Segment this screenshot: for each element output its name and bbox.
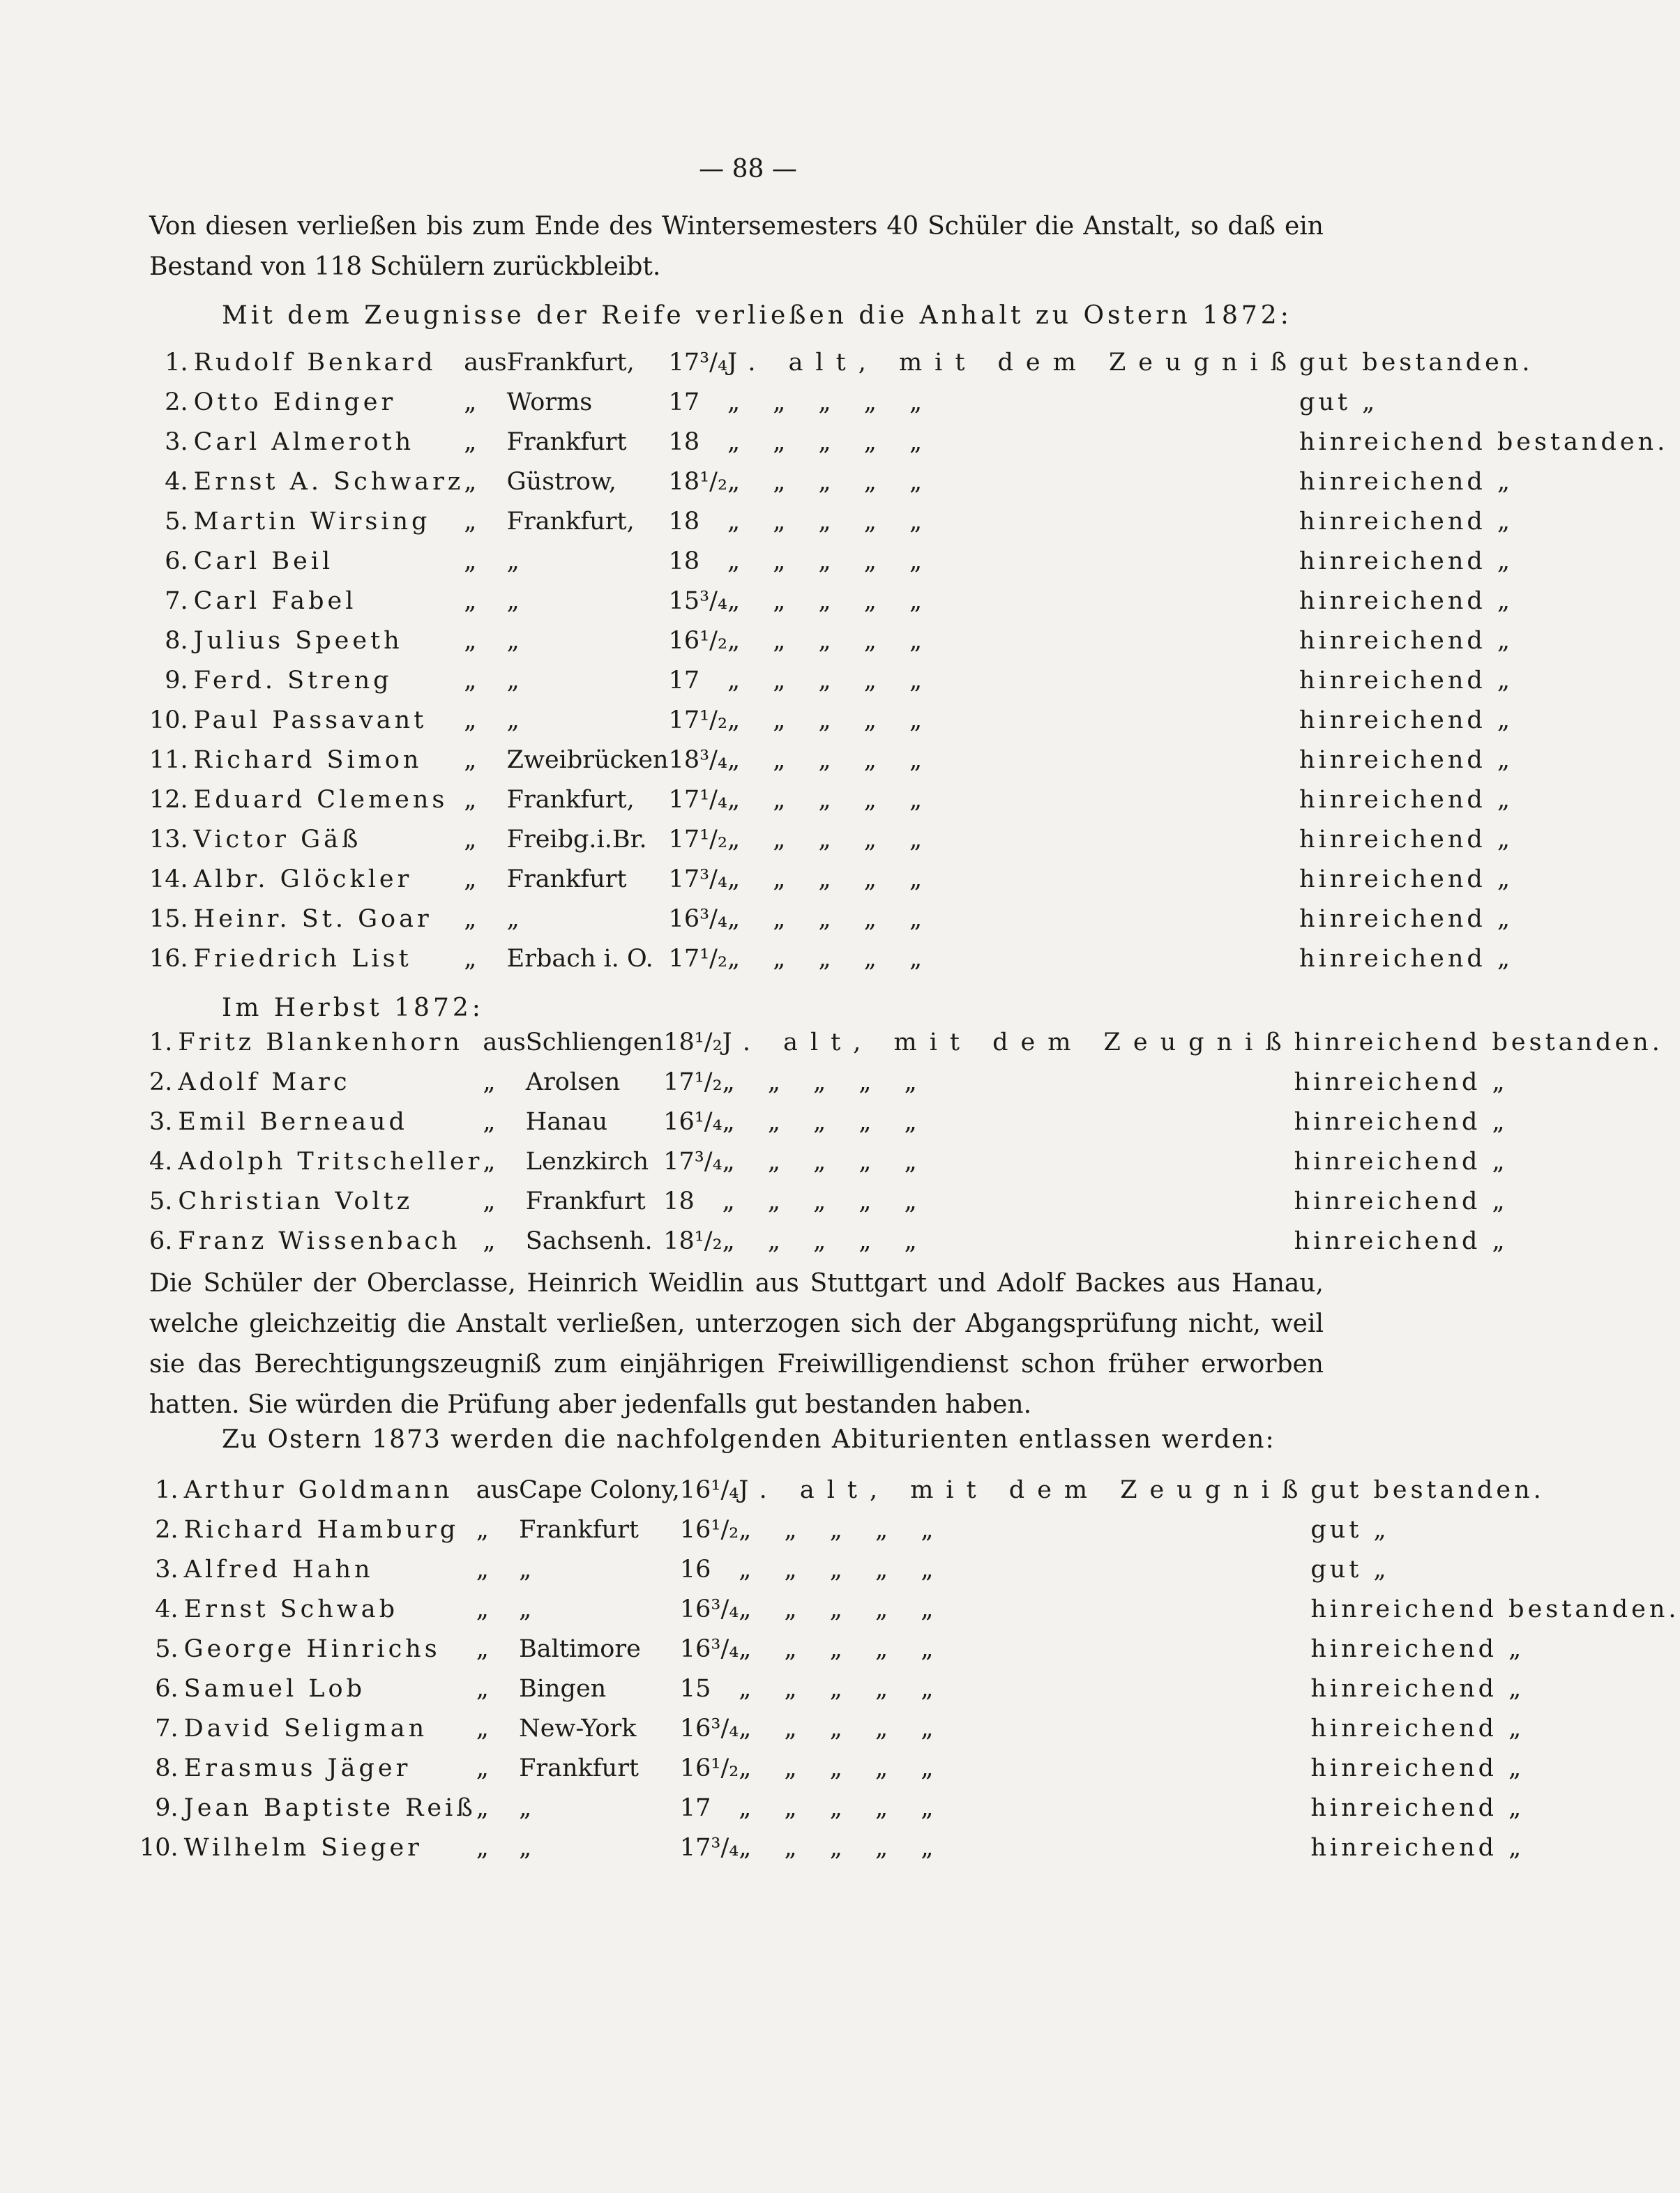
grade-result: hinreichend „ <box>1310 1714 1525 1743</box>
origin-connector: aus <box>464 348 507 377</box>
row-number: 16. <box>149 944 188 973</box>
age-certificate-text: „ „ „ „ „ <box>727 865 935 893</box>
age-certificate-text: „ „ „ „ „ <box>739 1714 946 1743</box>
student-name: Erasmus Jäger <box>183 1754 411 1782</box>
row-number: 3. <box>165 427 188 456</box>
age-certificate-text: „ „ „ „ „ <box>727 706 935 734</box>
row-number: 3. <box>149 1107 173 1136</box>
grade-result: hinreichend „ <box>1299 825 1514 853</box>
roster-row <box>149 740 1668 780</box>
origin-connector: „ <box>464 626 477 655</box>
origin-place: Frankfurt, <box>506 507 635 536</box>
grade-result: hinreichend „ <box>1299 944 1514 973</box>
roster-row <box>149 1102 1663 1141</box>
age-certificate-text: „ „ „ „ „ <box>727 745 935 774</box>
age-certificate-text: „ „ „ „ „ <box>739 1833 946 1862</box>
student-age: 16³/₄ <box>679 1634 739 1663</box>
age-certificate-text: „ „ „ „ „ <box>722 1068 930 1096</box>
row-number: 5. <box>149 1187 173 1215</box>
age-certificate-text: „ „ „ „ „ <box>722 1147 930 1176</box>
student-name: Ferd. Streng <box>193 666 393 695</box>
row-number: 11. <box>149 745 188 774</box>
student-name: Friedrich List <box>193 944 412 973</box>
student-age: 17³/₄ <box>663 1147 722 1176</box>
student-name: Arthur Goldmann <box>183 1475 453 1504</box>
student-age: 16¹/₂ <box>679 1515 739 1544</box>
origin-place: Hanau <box>525 1107 608 1136</box>
origin-connector: „ <box>464 944 477 973</box>
student-age: 18 <box>668 507 700 536</box>
grade-result: hinreichend „ <box>1294 1107 1508 1136</box>
student-name: George Hinrichs <box>183 1634 441 1663</box>
roster-row <box>149 382 1668 422</box>
student-age: 17 <box>668 666 700 695</box>
roster-row <box>139 1470 1680 1510</box>
section-heading-easter-1873: Zu Ostern 1873 werden die nachfolgenden Abiturienten entlassen werden: <box>222 1425 1276 1454</box>
origin-place: Güstrow, <box>506 467 616 496</box>
roster-row <box>139 1828 1680 1867</box>
age-certificate-text: „ „ „ „ „ <box>739 1793 946 1822</box>
age-certificate-text: „ „ „ „ „ <box>727 388 935 416</box>
row-number: 2. <box>165 388 188 416</box>
row-number: 4. <box>149 1147 173 1176</box>
grade-result: hinreichend „ <box>1294 1147 1508 1176</box>
student-age: 17 <box>679 1793 711 1822</box>
student-age: 17¹/₂ <box>668 825 727 853</box>
roster-row <box>149 1221 1663 1261</box>
age-certificate-text: „ „ „ „ „ <box>727 666 935 695</box>
roster-easter-1872 <box>149 342 1668 978</box>
student-name: Samuel Lob <box>183 1674 365 1703</box>
origin-place: Frankfurt, <box>506 348 635 377</box>
age-certificate-text: „ „ „ „ „ <box>727 785 935 814</box>
roster-row <box>149 939 1668 978</box>
age-certificate-text: „ „ „ „ „ <box>722 1187 930 1215</box>
student-name: Wilhelm Sieger <box>183 1833 423 1862</box>
student-age: 17¹/₄ <box>668 785 727 814</box>
origin-connector: „ <box>476 1833 489 1862</box>
origin-place: New-York <box>519 1714 637 1743</box>
origin-place: Baltimore <box>519 1634 641 1663</box>
origin-connector: „ <box>464 467 477 496</box>
row-number: 4. <box>165 467 188 496</box>
origin-connector: „ <box>483 1147 496 1176</box>
student-name: Ernst A. Schwarz <box>193 467 464 496</box>
row-number: 9. <box>155 1793 179 1822</box>
row-number: 9. <box>165 666 188 695</box>
origin-place: Zweibrücken <box>506 745 669 774</box>
origin-place: Erbach i. O. <box>506 944 653 973</box>
age-certificate-text: J. alt, mit dem Zeugniß <box>722 1028 1294 1056</box>
grade-result: hinreichend bestanden. <box>1299 427 1669 456</box>
row-number: 15. <box>149 904 188 933</box>
roster-row <box>149 501 1668 541</box>
student-age: 15 <box>679 1674 711 1703</box>
roster-row <box>149 342 1668 382</box>
origin-place: Frankfurt, <box>506 785 635 814</box>
origin-place: Bingen <box>519 1674 607 1703</box>
origin-place: „ <box>519 1833 532 1862</box>
age-certificate-text: „ „ „ „ „ <box>739 1754 946 1782</box>
roster-row <box>149 1141 1663 1181</box>
origin-connector: „ <box>483 1227 496 1255</box>
origin-place: „ <box>506 666 520 695</box>
origin-connector: „ <box>464 586 477 615</box>
row-number: 8. <box>165 626 188 655</box>
grade-result: hinreichend „ <box>1310 1754 1525 1782</box>
grade-result: hinreichend bestanden. <box>1294 1028 1663 1056</box>
grade-result: hinreichend „ <box>1299 706 1514 734</box>
grade-result: hinreichend „ <box>1299 626 1514 655</box>
roster-row <box>149 581 1668 621</box>
grade-result: hinreichend „ <box>1299 507 1514 536</box>
student-age: 17³/₄ <box>679 1833 739 1862</box>
origin-place: Frankfurt <box>525 1187 646 1215</box>
student-age: 18³/₄ <box>668 745 727 774</box>
student-age: 17³/₄ <box>668 865 727 893</box>
origin-connector: aus <box>476 1475 520 1504</box>
origin-place: Schliengen <box>525 1028 664 1056</box>
student-name: Victor Gäß <box>193 825 362 853</box>
student-name: Adolph Tritscheller <box>178 1147 483 1176</box>
section-heading-autumn-1872: Im Herbst 1872: <box>222 994 484 1022</box>
origin-place: „ <box>519 1793 532 1822</box>
grade-result: hinreichend „ <box>1299 745 1514 774</box>
origin-connector: „ <box>464 825 477 853</box>
grade-result: hinreichend „ <box>1310 1833 1525 1862</box>
age-certificate-text: J. alt, mit dem Zeugniß <box>739 1475 1311 1504</box>
origin-place: Frankfurt <box>519 1515 640 1544</box>
age-certificate-text: „ „ „ „ „ <box>739 1595 946 1623</box>
origin-place: Sachsenh. <box>525 1227 653 1255</box>
age-certificate-text: „ „ „ „ „ <box>727 586 935 615</box>
student-name: Emil Berneaud <box>178 1107 408 1136</box>
origin-connector: aus <box>483 1028 526 1056</box>
origin-connector: „ <box>464 745 477 774</box>
roster-row <box>149 660 1668 700</box>
age-certificate-text: „ „ „ „ „ <box>739 1634 946 1663</box>
student-name: Martin Wirsing <box>193 507 431 536</box>
row-number: 4. <box>155 1595 179 1623</box>
age-certificate-text: „ „ „ „ „ <box>727 547 935 575</box>
roster-row <box>149 621 1668 660</box>
grade-result: hinreichend „ <box>1299 865 1514 893</box>
row-number: 10. <box>139 1833 179 1862</box>
row-number: 7. <box>165 586 188 615</box>
origin-connector: „ <box>476 1595 489 1623</box>
grade-result: hinreichend „ <box>1299 547 1514 575</box>
origin-connector: „ <box>464 666 477 695</box>
origin-place: Lenzkirch <box>525 1147 649 1176</box>
origin-place: „ <box>506 586 520 615</box>
student-name: Paul Passavant <box>193 706 427 734</box>
student-name: Fritz Blankenhorn <box>178 1028 463 1056</box>
grade-result: hinreichend „ <box>1310 1674 1525 1703</box>
origin-connector: „ <box>476 1793 489 1822</box>
row-number: 12. <box>149 785 188 814</box>
age-certificate-text: „ „ „ „ „ <box>727 944 935 973</box>
row-number: 8. <box>155 1754 179 1782</box>
intro-paragraph: Von diesen verließen bis zum Ende des Wintersemesters 40 Schüler die Anstalt, so daß ein Bestand von 118 Schülern zurückbleibt. <box>149 212 1324 281</box>
origin-place: Cape Colony, <box>519 1475 680 1504</box>
roster-row <box>149 1062 1663 1102</box>
origin-place: „ <box>506 904 520 933</box>
grade-result: hinreichend „ <box>1310 1634 1525 1663</box>
age-certificate-text: „ „ „ „ „ <box>722 1227 930 1255</box>
row-number: 5. <box>155 1634 179 1663</box>
row-number: 5. <box>165 507 188 536</box>
grade-result: gut bestanden. <box>1310 1475 1545 1504</box>
student-name: Carl Almeroth <box>193 427 415 456</box>
age-certificate-text: „ „ „ „ „ <box>727 507 935 536</box>
origin-place: „ <box>519 1555 532 1584</box>
student-age: 17¹/₂ <box>668 944 727 973</box>
grade-result: gut bestanden. <box>1299 348 1534 377</box>
roster-row <box>139 1510 1680 1549</box>
roster-row <box>139 1589 1680 1629</box>
student-age: 18¹/₂ <box>663 1227 722 1255</box>
student-age: 16¹/₂ <box>679 1754 739 1782</box>
origin-connector: „ <box>483 1187 496 1215</box>
student-age: 17³/₄ <box>668 348 727 377</box>
student-name: Julius Speeth <box>193 626 403 655</box>
section-heading-easter-1872: Mit dem Zeugnisse der Reife verließen die Anhalt zu Ostern 1872: <box>222 301 1292 330</box>
student-name: Heinr. St. Goar <box>193 904 432 933</box>
roster-row <box>149 541 1668 581</box>
origin-connector: „ <box>483 1107 496 1136</box>
age-certificate-text: „ „ „ „ „ <box>727 427 935 456</box>
grade-result: hinreichend „ <box>1310 1793 1525 1822</box>
origin-connector: „ <box>476 1634 489 1663</box>
origin-place: „ <box>506 547 520 575</box>
origin-place: Arolsen <box>525 1068 621 1096</box>
origin-place: Freibg.i.Br. <box>506 825 647 853</box>
roster-row <box>139 1669 1680 1708</box>
row-number: 1. <box>165 348 188 377</box>
page-number: — 88 — <box>699 155 797 183</box>
student-age: 16¹/₂ <box>668 626 727 655</box>
student-age: 16³/₄ <box>679 1595 739 1623</box>
row-number: 7. <box>155 1714 179 1743</box>
roster-row <box>149 422 1668 462</box>
roster-row <box>149 780 1668 819</box>
origin-place: „ <box>506 706 520 734</box>
origin-place: Frankfurt <box>506 865 627 893</box>
roster-row <box>149 899 1668 939</box>
origin-connector: „ <box>464 388 477 416</box>
origin-connector: „ <box>476 1674 489 1703</box>
origin-connector: „ <box>464 785 477 814</box>
origin-place: Frankfurt <box>519 1754 640 1782</box>
student-age: 18 <box>663 1187 695 1215</box>
roster-easter-1873 <box>139 1470 1680 1867</box>
row-number: 3. <box>155 1555 179 1584</box>
origin-connector: „ <box>464 507 477 536</box>
student-name: Eduard Clemens <box>193 785 448 814</box>
student-age: 17¹/₂ <box>663 1068 722 1096</box>
origin-connector: „ <box>483 1068 496 1096</box>
roster-row <box>139 1708 1680 1748</box>
grade-result: hinreichend „ <box>1294 1227 1508 1255</box>
student-name: Richard Hamburg <box>183 1515 460 1544</box>
student-name: Alfred Hahn <box>183 1555 374 1584</box>
student-name: Albr. Glöckler <box>193 865 413 893</box>
student-age: 18¹/₂ <box>668 467 727 496</box>
age-certificate-text: „ „ „ „ „ <box>739 1555 946 1584</box>
roster-row <box>139 1748 1680 1788</box>
roster-row <box>139 1549 1680 1589</box>
age-certificate-text: „ „ „ „ „ <box>727 825 935 853</box>
roster-row <box>149 859 1668 899</box>
origin-connector: „ <box>476 1515 489 1544</box>
origin-connector: „ <box>476 1754 489 1782</box>
student-name: Rudolf Benkard <box>193 348 437 377</box>
student-name: David Seligman <box>183 1714 428 1743</box>
roster-autumn-1872 <box>149 1022 1663 1261</box>
student-age: 18 <box>668 547 700 575</box>
row-number: 10. <box>149 706 188 734</box>
origin-connector: „ <box>464 547 477 575</box>
row-number: 6. <box>155 1674 179 1703</box>
student-name: Adolf Marc <box>178 1068 351 1096</box>
age-certificate-text: „ „ „ „ „ <box>727 904 935 933</box>
origin-connector: „ <box>464 706 477 734</box>
grade-result: hinreichend „ <box>1294 1187 1508 1215</box>
grade-result: hinreichend „ <box>1299 666 1514 695</box>
roster-row <box>139 1788 1680 1828</box>
row-number: 2. <box>155 1515 179 1544</box>
origin-place: Worms <box>506 388 593 416</box>
age-certificate-text: „ „ „ „ „ <box>739 1674 946 1703</box>
age-certificate-text: „ „ „ „ „ <box>739 1515 946 1544</box>
student-age: 16¹/₄ <box>679 1475 739 1504</box>
student-name: Carl Beil <box>193 547 334 575</box>
grade-result: hinreichend „ <box>1299 467 1514 496</box>
grade-result: gut „ <box>1310 1555 1390 1584</box>
origin-connector: „ <box>476 1714 489 1743</box>
origin-place: „ <box>519 1595 532 1623</box>
student-age: 16³/₄ <box>679 1714 739 1743</box>
row-number: 1. <box>149 1028 173 1056</box>
origin-connector: „ <box>476 1555 489 1584</box>
origin-place: „ <box>506 626 520 655</box>
student-name: Franz Wissenbach <box>178 1227 461 1255</box>
age-certificate-text: J. alt, mit dem Zeugniß <box>727 348 1300 377</box>
upper-class-paragraph: Die Schüler der Oberclasse, Heinrich Weidlin aus Stuttgart und Adolf Backes aus Hanau, welche gleichzeitig die Anstalt verließen, unterzogen sich der Abgangsprüfung nicht, weil sie das Berechtigungszeugniß zum einjährigen Freiwilligendienst schon früher erworben hatten. Sie würden die Prüfung aber jedenfalls gut bestanden haben. <box>149 1269 1324 1419</box>
student-age: 16 <box>679 1555 711 1584</box>
row-number: 6. <box>149 1227 173 1255</box>
student-age: 17 <box>668 388 700 416</box>
grade-result: hinreichend „ <box>1299 904 1514 933</box>
origin-connector: „ <box>464 427 477 456</box>
student-age: 16³/₄ <box>668 904 727 933</box>
student-age: 15³/₄ <box>668 586 727 615</box>
row-number: 1. <box>155 1475 179 1504</box>
roster-row <box>149 1181 1663 1221</box>
student-name: Jean Baptiste Reiß <box>183 1793 476 1822</box>
student-age: 18¹/₂ <box>663 1028 722 1056</box>
origin-place: Frankfurt <box>506 427 627 456</box>
roster-row <box>149 819 1668 859</box>
age-certificate-text: „ „ „ „ „ <box>722 1107 930 1136</box>
grade-result: gut „ <box>1299 388 1379 416</box>
grade-result: hinreichend „ <box>1299 586 1514 615</box>
row-number: 6. <box>165 547 188 575</box>
student-name: Otto Edinger <box>193 388 397 416</box>
student-name: Carl Fabel <box>193 586 357 615</box>
roster-row <box>149 462 1668 501</box>
student-age: 16¹/₄ <box>663 1107 722 1136</box>
grade-result: hinreichend bestanden. <box>1310 1595 1680 1623</box>
grade-result: hinreichend „ <box>1299 785 1514 814</box>
origin-connector: „ <box>464 865 477 893</box>
row-number: 14. <box>149 865 188 893</box>
row-number: 2. <box>149 1068 173 1096</box>
student-name: Christian Voltz <box>178 1187 414 1215</box>
student-age: 17¹/₂ <box>668 706 727 734</box>
student-name: Ernst Schwab <box>183 1595 398 1623</box>
age-certificate-text: „ „ „ „ „ <box>727 467 935 496</box>
grade-result: gut „ <box>1310 1515 1390 1544</box>
origin-connector: „ <box>464 904 477 933</box>
student-name: Richard Simon <box>193 745 423 774</box>
roster-row <box>139 1629 1680 1669</box>
roster-row <box>149 1022 1663 1062</box>
roster-row <box>149 700 1668 740</box>
age-certificate-text: „ „ „ „ „ <box>727 626 935 655</box>
student-age: 18 <box>668 427 700 456</box>
grade-result: hinreichend „ <box>1294 1068 1508 1096</box>
row-number: 13. <box>149 825 188 853</box>
